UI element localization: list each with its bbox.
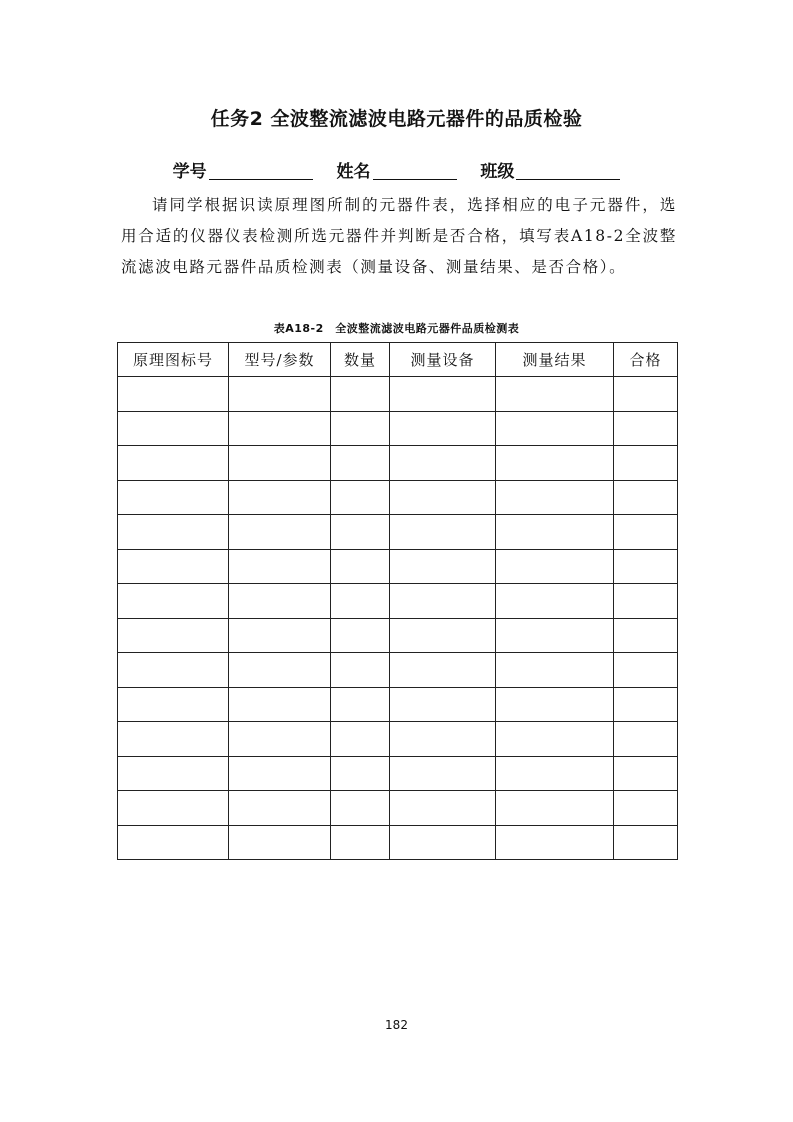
table-cell[interactable] xyxy=(614,377,678,412)
table-cell[interactable] xyxy=(496,756,614,791)
table-cell[interactable] xyxy=(229,584,331,619)
table-cell[interactable] xyxy=(496,653,614,688)
table-row xyxy=(118,825,678,860)
header-model-params: 型号/参数 xyxy=(229,343,331,377)
header-qualified: 合格 xyxy=(614,343,678,377)
table-cell[interactable] xyxy=(229,825,331,860)
table-cell[interactable] xyxy=(229,791,331,826)
table-cell[interactable] xyxy=(229,756,331,791)
table-body xyxy=(118,377,678,860)
table-cell[interactable] xyxy=(229,549,331,584)
table-cell[interactable] xyxy=(118,653,229,688)
table-row xyxy=(118,791,678,826)
table-cell[interactable] xyxy=(118,756,229,791)
table-header-row xyxy=(118,343,678,377)
student-id-blank[interactable] xyxy=(209,161,313,180)
table-row xyxy=(118,377,678,412)
table-cell[interactable] xyxy=(229,653,331,688)
table-cell[interactable] xyxy=(614,549,678,584)
table-cell[interactable] xyxy=(331,377,390,412)
table-cell[interactable] xyxy=(118,584,229,619)
table-cell[interactable] xyxy=(390,687,496,722)
student-class-field xyxy=(480,157,620,182)
table-cell[interactable] xyxy=(390,549,496,584)
table-cell[interactable] xyxy=(496,722,614,757)
table-cell[interactable] xyxy=(390,825,496,860)
table-cell[interactable] xyxy=(390,791,496,826)
table-cell[interactable] xyxy=(331,549,390,584)
table-cell[interactable] xyxy=(331,411,390,446)
table-cell[interactable] xyxy=(496,791,614,826)
table-cell[interactable] xyxy=(229,411,331,446)
table-cell[interactable] xyxy=(118,791,229,826)
table-cell[interactable] xyxy=(118,549,229,584)
table-cell[interactable] xyxy=(331,584,390,619)
instructions-paragraph: 请同学根据识读原理图所制的元器件表，选择相应的电子元器件，选用合适的仪器仪表检测所选元器件并判断是否合格，填写表A18-2全波整流滤波电路元器件品质检测表（测量设备、测量结果、是否合格）。 xyxy=(121,196,677,276)
table-row xyxy=(118,756,678,791)
inspection-table xyxy=(117,342,678,860)
table-cell[interactable] xyxy=(390,515,496,550)
header-measuring-device: 测量设备 xyxy=(390,343,496,377)
table-cell[interactable] xyxy=(390,584,496,619)
table-cell[interactable] xyxy=(614,687,678,722)
header-schematic-label: 原理图标号 xyxy=(118,343,229,377)
table-cell[interactable] xyxy=(331,446,390,481)
student-name-field xyxy=(337,157,457,182)
table-cell[interactable] xyxy=(390,618,496,653)
table-row xyxy=(118,480,678,515)
table-cell[interactable] xyxy=(118,480,229,515)
table-cell[interactable] xyxy=(229,618,331,653)
table-cell[interactable] xyxy=(390,446,496,481)
table-cell[interactable] xyxy=(614,722,678,757)
table-cell[interactable] xyxy=(496,549,614,584)
table-row xyxy=(118,549,678,584)
table-cell[interactable] xyxy=(229,377,331,412)
table-cell[interactable] xyxy=(496,515,614,550)
table-cell[interactable] xyxy=(496,687,614,722)
table-cell[interactable] xyxy=(229,722,331,757)
table-row xyxy=(118,446,678,481)
table-cell[interactable] xyxy=(118,411,229,446)
table-cell[interactable] xyxy=(614,515,678,550)
student-info-line xyxy=(0,157,793,182)
table-cell[interactable] xyxy=(614,446,678,481)
table-cell[interactable] xyxy=(614,825,678,860)
header-quantity: 数量 xyxy=(331,343,390,377)
table-cell[interactable] xyxy=(496,480,614,515)
table-cell[interactable] xyxy=(118,687,229,722)
table-cell[interactable] xyxy=(331,687,390,722)
table-cell[interactable] xyxy=(614,411,678,446)
table-cell[interactable] xyxy=(390,722,496,757)
table-cell[interactable] xyxy=(614,480,678,515)
table-cell[interactable] xyxy=(496,825,614,860)
table-cell[interactable] xyxy=(229,687,331,722)
table-cell[interactable] xyxy=(229,480,331,515)
table-cell[interactable] xyxy=(496,377,614,412)
table-row xyxy=(118,653,678,688)
page-number: 182 xyxy=(385,1018,408,1032)
table-cell[interactable] xyxy=(331,618,390,653)
student-id-label: 学号 xyxy=(172,162,207,182)
student-id-field xyxy=(173,157,313,182)
table-cell[interactable] xyxy=(390,480,496,515)
table-row xyxy=(118,722,678,757)
table-row xyxy=(118,687,678,722)
table-cell[interactable] xyxy=(118,722,229,757)
table-cell[interactable] xyxy=(229,446,331,481)
table-caption: 表A18-2 全波整流滤波电路元器件品质检测表 xyxy=(273,322,520,335)
table-cell[interactable] xyxy=(331,722,390,757)
table-cell[interactable] xyxy=(118,825,229,860)
table-cell[interactable] xyxy=(614,618,678,653)
table-row xyxy=(118,618,678,653)
page-title: 任务2 全波整流滤波电路元器件的品质检验 xyxy=(210,108,583,130)
table-cell[interactable] xyxy=(390,411,496,446)
table-cell[interactable] xyxy=(331,791,390,826)
table-cell[interactable] xyxy=(390,377,496,412)
table-cell[interactable] xyxy=(331,756,390,791)
table-cell[interactable] xyxy=(331,515,390,550)
student-class-label: 班级 xyxy=(480,162,515,182)
student-name-label: 姓名 xyxy=(336,162,371,182)
table-cell[interactable] xyxy=(496,446,614,481)
table-cell[interactable] xyxy=(118,377,229,412)
table-cell[interactable] xyxy=(496,584,614,619)
student-class-blank[interactable] xyxy=(516,161,620,180)
table-cell[interactable] xyxy=(496,411,614,446)
table-cell[interactable] xyxy=(614,584,678,619)
header-measurement-result: 测量结果 xyxy=(496,343,614,377)
table-cell[interactable] xyxy=(390,756,496,791)
table-cell[interactable] xyxy=(614,756,678,791)
table-cell[interactable] xyxy=(331,825,390,860)
table-row xyxy=(118,584,678,619)
table-cell[interactable] xyxy=(331,653,390,688)
table-row xyxy=(118,515,678,550)
table-cell[interactable] xyxy=(118,446,229,481)
table-cell[interactable] xyxy=(614,791,678,826)
table-cell[interactable] xyxy=(229,515,331,550)
student-name-blank[interactable] xyxy=(373,161,457,180)
table-cell[interactable] xyxy=(118,618,229,653)
table-row xyxy=(118,411,678,446)
table-cell[interactable] xyxy=(614,653,678,688)
table-cell[interactable] xyxy=(331,480,390,515)
table-cell[interactable] xyxy=(118,515,229,550)
table-cell[interactable] xyxy=(496,618,614,653)
table-cell[interactable] xyxy=(390,653,496,688)
